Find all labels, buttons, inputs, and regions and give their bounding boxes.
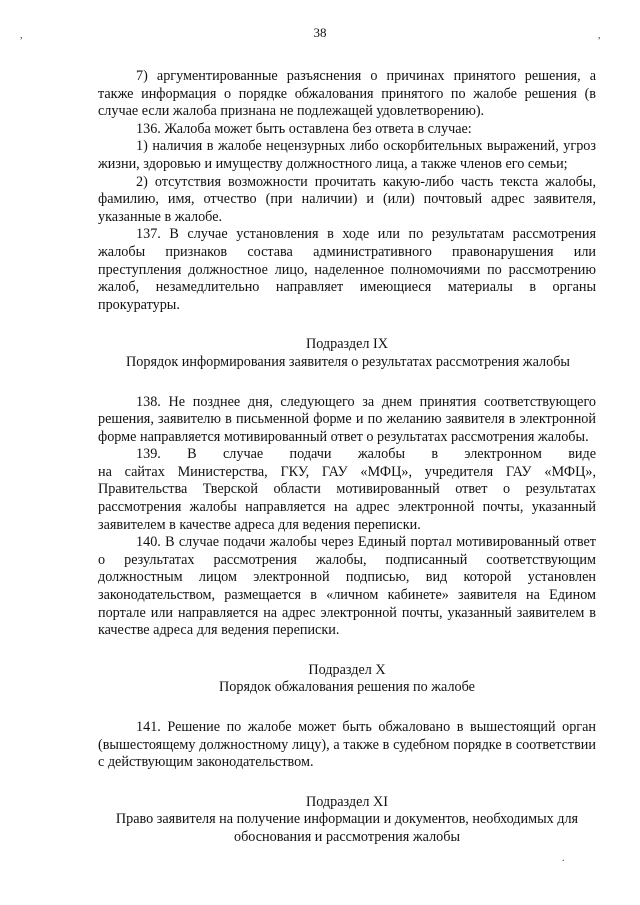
page-number: 38 (313, 25, 327, 40)
scan-mark: . (562, 853, 565, 864)
paragraph-137: 137. В случае установления в ходе или по результатам рассмотрения жалобы признаков состава административного правонарушения или преступления должностное лицо, наделенное полномочиями по рассмотрению жалоб, незамедлительно направляет имеющиеся материалы в органы прокуратуры. (98, 226, 596, 313)
paragraph-135-item-7: 7) аргументированные разъяснения о причинах принятого решения, а также информация о порядке обжалования принятого по жалобе решения (в случае если жалоба признана не подлежащей удовлетворению). (98, 68, 596, 120)
paragraph-138: 138. Не позднее дня, следующего за днем принятия соответствующего решения, заявителю в письменной форме и по желанию заявителя в электронной форме направляется мотивированный ответ о результатах рассмотрения жалобы. (98, 393, 596, 445)
subsection-ix-number: Подраздел IX (305, 336, 388, 353)
subsection-ix-title: Порядок информирования заявителя о результатах рассмотрения жалобы (126, 353, 570, 370)
subsection-x-title: Порядок обжалования решения по жалобе (219, 679, 475, 696)
paragraph-141: 141. Решение по жалобе может быть обжаловано в вышестоящий орган (вышестоящему должностному лицу), а также в судебном порядке в соответствии с действующим законодательством. (98, 719, 596, 771)
subsection-xi-title: Право заявителя на получение информации и документов, необходимых для обоснования и рассмотрения жалобы (115, 811, 579, 845)
document-body (98, 68, 596, 847)
scan-mark: , (20, 30, 23, 41)
scan-mark: , (598, 30, 601, 41)
paragraph-136: 136. Жалоба может быть оставлена без ответа в случае: (136, 120, 472, 137)
paragraph-136-item-1: 1) наличия в жалобе нецензурных либо оскорбительных выражений, угроз жизни, здоровью и имуществу должностного лица, а также членов его семьи; (98, 138, 596, 172)
paragraph-140: 140. В случае подачи жалобы через Единый портал мотивированный ответ о результатах рассмотрения жалобы, подписанный соответствующим должностным лицом электронной подписью, вид которой установлен законодательством, размещается в «личном кабинете» заявителя на Едином портале или направляется на адрес электронной почты, указанный заявителем в качестве адреса для ведения переписки. (98, 534, 596, 639)
paragraph-136-item-2: 2) отсутствия возможности прочитать какую-либо часть текста жалобы, фамилию, имя, отчество (при наличии) и (или) почтовый адрес заявителя, указанные в жалобе. (98, 173, 596, 225)
subsection-xi-number: Подраздел XI (305, 793, 388, 810)
paragraph-139-first-line: 139. В случае подачи жалобы в электронном виде (136, 446, 596, 463)
paragraph-139-continuation: на сайтах Министерства, ГКУ, ГАУ «МФЦ», учредителя ГАУ «МФЦ», Правительства Тверской области мотивированный ответ о результатах рассмотрения жалобы направляется на адрес электронной почты, указанный заявителем в качестве адреса для ведения переписки. (98, 463, 596, 533)
subsection-x-number: Подраздел X (308, 661, 386, 678)
